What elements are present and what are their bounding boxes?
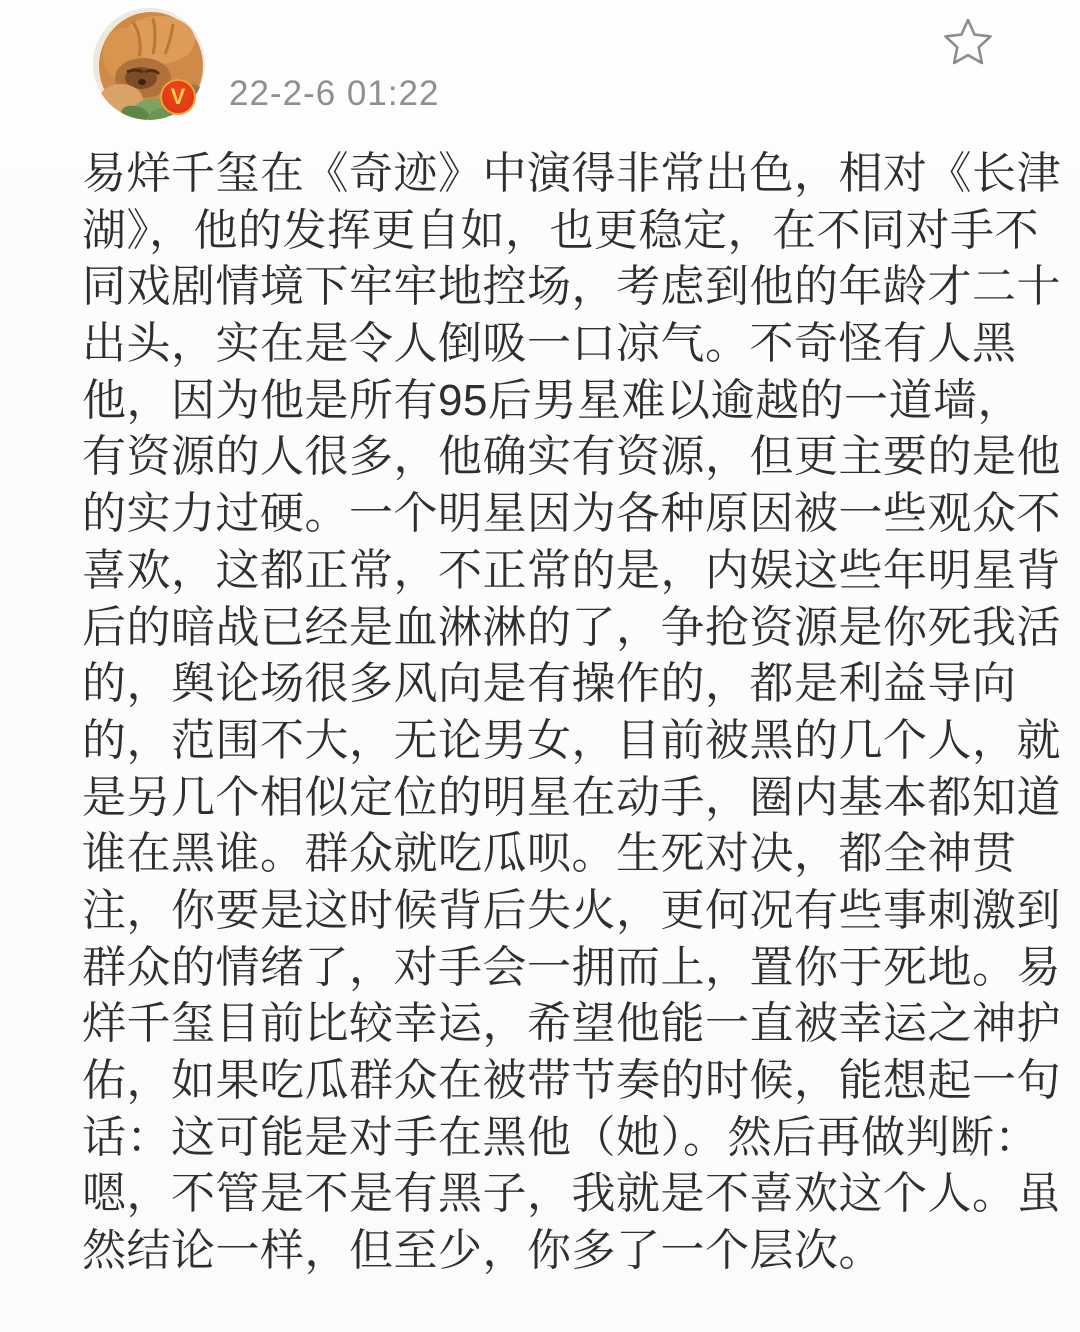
- post-text-line: 出头，实在是令人倒吸一口凉气。不奇怪有人黑: [82, 319, 1017, 369]
- post-text-line: 后的暗战已经是血淋淋的了，争抢资源是你死我活: [82, 602, 1061, 652]
- post-text-line: 佑，如果吃瓜群众在被带节奏的时候，能想起一句: [82, 1056, 1061, 1105]
- post-text-line: 谁在黑谁。群众就吃瓜呗。生死对决，都全神贯: [82, 829, 1017, 879]
- post-text-line: 的实力过硬。一个明星因为各种原因被一些观众不: [82, 489, 1061, 539]
- post-text-line: 是另几个相似定位的明星在动手，圈内基本都知道: [82, 772, 1061, 822]
- post-text: [82, 146, 1061, 1280]
- star-icon: [938, 12, 998, 72]
- post-text-line: 有资源的人很多，他确实有资源，但更主要的是他: [82, 432, 1061, 482]
- post-text-line: 注，你要是这时候背后失火，更何况有些事刺激到: [82, 885, 1061, 935]
- post-timestamp: 22-2-6 01:22: [229, 74, 440, 113]
- post-text-line: 喜欢，这都正常，不正常的是，内娱这些年明星背: [82, 545, 1061, 595]
- post-text-line: 烊千玺目前比较幸运，希望他能一直被幸运之神护: [82, 999, 1061, 1049]
- post-text-line: 湖》，他的发挥更自如，也更稳定，在不同对手不: [82, 205, 1039, 255]
- verified-badge-letter: V: [170, 84, 186, 109]
- post-text-line: 他，因为他是所有95后男星难以逾越的一道墙，: [82, 375, 1022, 425]
- post-text-line: 的，舆论场很多风向是有操作的，都是利益导向: [82, 659, 1017, 709]
- post-text-line: 同戏剧情境下牢牢地控场，考虑到他的年龄才二十: [82, 262, 1061, 312]
- post-text-line: 话：这可能是对手在黑他（她）。然后再做判断：: [82, 1112, 1039, 1162]
- post-text-line: 的，范围不大，无论男女，目前被黑的几个人，就: [82, 715, 1061, 765]
- post-text-line: 嗯，不管是不是有黑子，我就是不喜欢这个人。虽: [82, 1169, 1061, 1219]
- post-text-line: 然结论一样，但至少，你多了一个层次。: [82, 1226, 883, 1276]
- post-text-line: 易烊千玺在《奇迹》中演得非常出色，相对《长津: [82, 149, 1061, 198]
- verified-badge-icon: [160, 79, 196, 115]
- favorite-star-button[interactable]: [938, 12, 998, 72]
- post-text-line: 群众的情绪了，对手会一拥而上，置你于死地。易: [82, 942, 1061, 992]
